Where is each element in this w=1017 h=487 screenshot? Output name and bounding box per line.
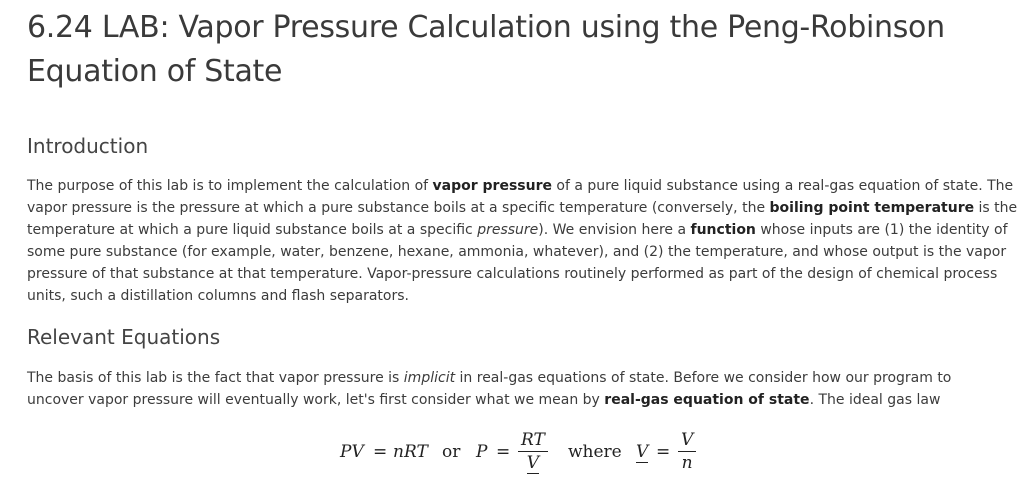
relevant-equations-heading: Relevant Equations	[27, 325, 221, 349]
text: in real-gas equations of state. Before we consider how our program to	[455, 370, 952, 386]
page-title-line-2: Equation of State	[27, 54, 283, 89]
fraction-bar	[678, 451, 696, 452]
equations-line-1	[27, 367, 1002, 389]
text: temperature at which a pure liquid substance boils at a specific	[27, 222, 478, 238]
introduction-heading: Introduction	[27, 134, 149, 158]
fraction-bar	[518, 451, 548, 452]
bold-term: vapor pressure	[432, 178, 552, 194]
text: ). We envision here a	[538, 222, 691, 238]
text: uncover vapor pressure will eventually work, let's first consider what we mean by	[27, 392, 605, 408]
page-title-line-1: 6.24 LAB: Vapor Pressure Calculation using the Peng-Robinson	[27, 10, 945, 45]
relevant-equations-paragraph	[27, 367, 1002, 411]
eq-p	[476, 442, 487, 462]
fraction-denominator	[518, 453, 548, 473]
fraction-numerator: V	[681, 430, 694, 450]
eq-fraction-rt-over-v	[518, 430, 548, 473]
eq-rhs-1	[393, 442, 428, 462]
italic-term: implicit	[403, 370, 456, 386]
intro-line-6: units, such a distillation columns and flash separators.	[27, 288, 409, 304]
eq-lhs	[340, 442, 364, 462]
intro-line-5: pressure of that substance at that temperature. Vapor-pressure calculations routinely performed as part of the design of chemical process	[27, 266, 998, 282]
text: is the	[974, 200, 1017, 216]
bold-term: function	[690, 222, 756, 238]
text: vapor pressure is the pressure at which a pure substance boils at a specific temperature (conversely, the	[27, 200, 770, 216]
eq-equals-3: =	[656, 442, 671, 462]
text: . The ideal gas law	[809, 392, 941, 408]
text: The basis of this lab is the fact that vapor pressure is	[27, 370, 404, 386]
text: The purpose of this lab is to implement the calculation of	[27, 178, 433, 194]
text: of a pure liquid substance using a real-gas equation of state. The	[551, 178, 1014, 194]
equations-line-2	[27, 389, 1002, 411]
page-title	[27, 6, 987, 94]
intro-line-2	[27, 197, 1017, 219]
molar-volume-symbol: V	[526, 453, 540, 473]
bold-term: boiling point temperature	[769, 200, 975, 216]
fraction-numerator: RT	[521, 430, 545, 450]
eq-fraction-v-over-n	[678, 430, 696, 473]
intro-line-4: some pure substance (for example, water, benzene, hexane, ammonia, whatever), and (2) the temperature, and whose output is the vapor	[27, 244, 1007, 260]
eq-v	[636, 442, 648, 462]
intro-line-1	[27, 175, 1014, 197]
intro-line-3	[27, 219, 1008, 241]
eq-symbol: nRT	[393, 442, 428, 462]
eq-symbol: PV	[340, 442, 364, 462]
eq-symbol: P	[476, 442, 488, 462]
bold-term: real-gas equation of state	[604, 392, 810, 408]
fraction-denominator: n	[681, 453, 693, 473]
eq-or: or	[442, 442, 461, 462]
eq-where: where	[568, 442, 622, 462]
introduction-paragraph	[27, 175, 1017, 307]
molar-volume-symbol: V	[636, 442, 649, 462]
eq-equals-1: =	[373, 442, 388, 462]
italic-term: pressure	[477, 222, 539, 238]
eq-equals-2: =	[496, 442, 511, 462]
text: whose inputs are (1) the identity of	[755, 222, 1008, 238]
